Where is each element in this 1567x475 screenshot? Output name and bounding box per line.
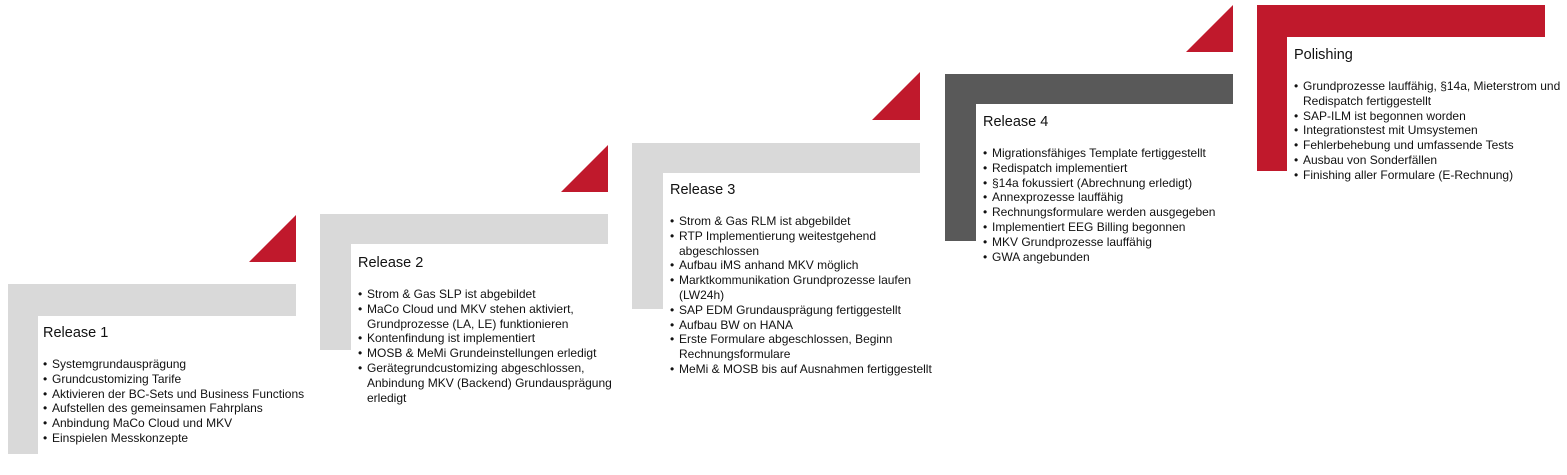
stair-step-bar-5 [1257, 5, 1545, 37]
release-title: Release 3 [670, 182, 736, 198]
stair-step-bar-2 [320, 214, 608, 244]
release-title: Release 2 [358, 255, 424, 271]
release-item: • Rechnungsformulare werden ausgegeben [983, 205, 1233, 220]
release-item: • Erste Formulare abgeschlossen, Beginn Rechnungsformulare [670, 332, 950, 362]
stair-step-stripe-3 [632, 143, 663, 309]
release-item: • MeMi & MOSB bis auf Ausnahmen fertiggestellt [670, 362, 950, 377]
release-item-list [358, 287, 628, 405]
stair-step-bar-3 [632, 143, 920, 173]
release-title: Release 4 [983, 114, 1049, 130]
release-item: • Marktkommunikation Grundprozesse laufen (LW24h) [670, 273, 950, 303]
release-item: • MKV Grundprozesse lauffähig [983, 235, 1233, 250]
release-item: • GWA angebunden [983, 250, 1233, 265]
release-panel-2 [358, 255, 628, 405]
release-item: • Migrationsfähiges Template fertiggestellt [983, 146, 1233, 161]
arrow-triangle-icon [1186, 5, 1233, 52]
arrow-triangle-icon [249, 215, 296, 262]
release-item: • Aufbau iMS anhand MKV möglich [670, 258, 950, 273]
release-item: • Grundcustomizing Tarife [43, 372, 328, 387]
release-item: • Aufstellen des gemeinsamen Fahrplans [43, 401, 328, 416]
release-item: • Finishing aller Formulare (E-Rechnung) [1294, 168, 1567, 183]
release-title: Polishing [1294, 47, 1353, 63]
release-item: • MaCo Cloud und MKV stehen aktiviert, Grundprozesse (LA, LE) funktionieren [358, 302, 628, 332]
stair-step-stripe-1 [8, 284, 38, 454]
release-item: • Fehlerbehebung und umfassende Tests [1294, 138, 1567, 153]
release-item: • Grundprozesse lauffähig, §14a, Mieterstrom und Redispatch fertiggestellt [1294, 79, 1567, 109]
release-item: • Annexprozesse lauffähig [983, 190, 1233, 205]
release-item: • Kontenfindung ist implementiert [358, 331, 628, 346]
release-item: • RTP Implementierung weitestgehend abgeschlossen [670, 229, 950, 259]
release-item: • Strom & Gas RLM ist abgebildet [670, 214, 950, 229]
release-item: • Implementiert EEG Billing begonnen [983, 220, 1233, 235]
release-panel-5 [1294, 47, 1567, 183]
release-panel-4 [983, 114, 1233, 264]
release-item: • Einspielen Messkonzepte [43, 431, 328, 446]
release-item: • Strom & Gas SLP ist abgebildet [358, 287, 628, 302]
release-item: • SAP-ILM ist begonnen worden [1294, 109, 1567, 124]
arrow-triangle-icon [561, 145, 608, 192]
stair-step-stripe-4 [945, 74, 976, 241]
release-item-list [670, 214, 950, 377]
release-item: • Aktivieren der BC-Sets und Business Functions [43, 387, 328, 402]
release-item: • Integrationstest mit Umsystemen [1294, 123, 1567, 138]
release-item-list [1294, 79, 1567, 183]
stair-step-stripe-2 [320, 214, 351, 350]
release-item: • Gerätegrundcustomizing abgeschlossen, Anbindung MKV (Backend) Grundausprägung erledigt [358, 361, 628, 405]
release-title: Release 1 [43, 325, 109, 341]
release-item-list [983, 146, 1233, 264]
release-panel-1 [43, 325, 328, 446]
release-item-list [43, 357, 328, 446]
release-item: • SAP EDM Grundausprägung fertiggestellt [670, 303, 950, 318]
release-panel-3 [670, 182, 950, 377]
release-item: • Systemgrundausprägung [43, 357, 328, 372]
stair-step-bar-4 [945, 74, 1233, 104]
release-item: • Anbindung MaCo Cloud und MKV [43, 416, 328, 431]
release-item: • §14a fokussiert (Abrechnung erledigt) [983, 176, 1233, 191]
arrow-triangle-icon [872, 72, 920, 120]
release-item: • Aufbau BW on HANA [670, 318, 950, 333]
stair-step-stripe-5 [1257, 5, 1287, 171]
release-item: • MOSB & MeMi Grundeinstellungen erledigt [358, 346, 628, 361]
release-item: • Ausbau von Sonderfällen [1294, 153, 1567, 168]
release-item: • Redispatch implementiert [983, 161, 1233, 176]
stair-step-bar-1 [8, 284, 296, 316]
